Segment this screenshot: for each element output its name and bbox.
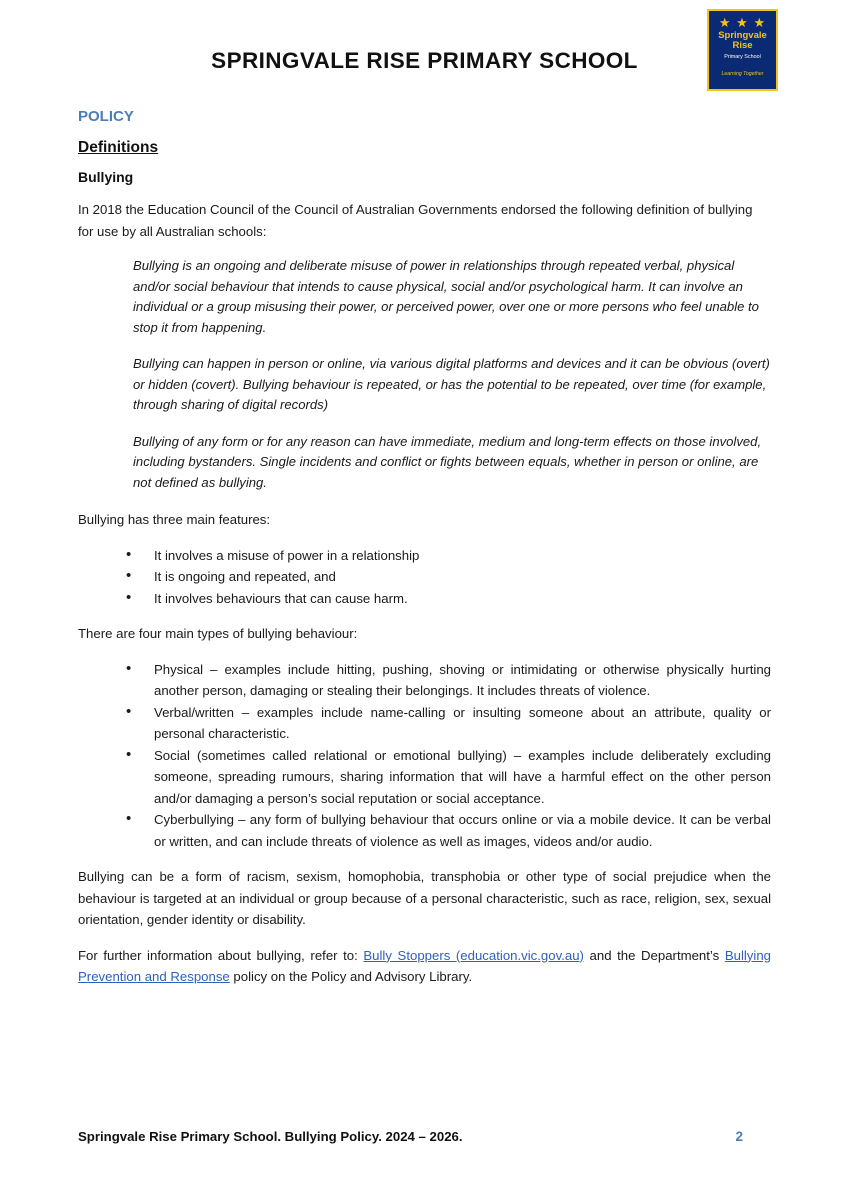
footer-text: Springvale Rise Primary School. Bullying Policy. 2024 – 2026.	[78, 1129, 463, 1144]
list-item: • It involves behaviours that can cause harm.	[126, 588, 771, 610]
intro-paragraph: In 2018 the Education Council of the Council of Australian Governments endorsed the following definition of bullying for use by all Australian schools:	[78, 202, 753, 239]
page-number: 2	[735, 1129, 743, 1144]
school-logo	[707, 9, 778, 91]
logo-line-2: Rise	[732, 40, 753, 51]
definition-quote-block	[133, 256, 771, 493]
policy-label: POLICY	[78, 108, 134, 125]
list-item: • Verbal/written – examples include name-calling or insulting someone about an attribute, quality or personal characteristic.	[126, 702, 771, 745]
types-list	[78, 659, 771, 853]
logo-line-4: Learning Together	[721, 71, 764, 77]
further-information-paragraph	[78, 945, 771, 988]
logo-line-1: Springvale	[718, 30, 767, 41]
types-lead: There are four main types of bullying behaviour:	[78, 626, 358, 641]
bullying-heading: Bullying	[78, 169, 134, 185]
further-info-suffix: policy on the Policy and Advisory Library.	[229, 969, 473, 984]
definitions-heading: Definitions	[78, 139, 159, 156]
logo-line-3: Primary School	[724, 54, 761, 60]
further-info-prefix: For further information about bullying, refer to:	[78, 947, 364, 963]
bullying-prevention-and-response-link[interactable]: Bullying Prevention and Response	[78, 947, 771, 984]
features-list	[78, 545, 771, 610]
page-header	[78, 0, 771, 104]
page-title: SPRINGVALE RISE PRIMARY SCHOOL	[211, 48, 638, 73]
list-item: • It involves a misuse of power in a relationship	[126, 545, 771, 567]
bully-stoppers-link[interactable]: Bully Stoppers (education.vic.gov.au)	[363, 947, 584, 963]
further-info-middle: and the Department’s	[583, 947, 725, 963]
list-item: • Social (sometimes called relational or emotional bullying) – examples include deliberately excluding someone, spreading rumours, sharing information that will have a harmful effect on the other person and/or damaging a person’s social reputation or social acceptance.	[126, 745, 771, 810]
list-item: • Physical – examples include hitting, pushing, shoving or intimidating or otherwise physically hurting another person, damaging or stealing their belongings. It includes threats of violence.	[126, 659, 771, 702]
quote-paragraph: Bullying of any form or for any reason can have immediate, medium and long-term effects on those involved, including bystanders. Single incidents and conflict or fights between equals, whether in person or online, are not defined as bullying.	[133, 433, 762, 490]
features-lead: Bullying has three main features:	[78, 512, 271, 527]
stars-icon: ★ ★ ★	[718, 15, 767, 30]
list-item: • Cyberbullying – any form of bullying behaviour that occurs online or via a mobile device. It can be verbal or written, and can include threats of violence as well as images, videos and/or audio.	[126, 809, 771, 852]
quote-paragraph: Bullying is an ongoing and deliberate misuse of power in relationships through repeated verbal, physical and/or social behaviour that intends to cause physical, social and/or psychological harm. It can involve an individual or a group misusing their power, or perceived power, over one or more persons who feel unable to stop it from happening.	[133, 258, 759, 335]
prejudice-paragraph: Bullying can be a form of racism, sexism, homophobia, transphobia or other type of social prejudice when the behaviour is targeted at an individual or group because of a personal characteristic, such as race, religion, sex, sexual orientation, gender identity or disability.	[78, 869, 771, 927]
list-item: • It is ongoing and repeated, and	[126, 566, 771, 588]
page-footer	[78, 1129, 771, 1144]
quote-paragraph: Bullying can happen in person or online, via various digital platforms and devices and it can be obvious (overt) or hidden (covert). Bullying behaviour is repeated, or has the potential to be repeated, over time (for example, through sharing of digital records)	[133, 356, 770, 412]
